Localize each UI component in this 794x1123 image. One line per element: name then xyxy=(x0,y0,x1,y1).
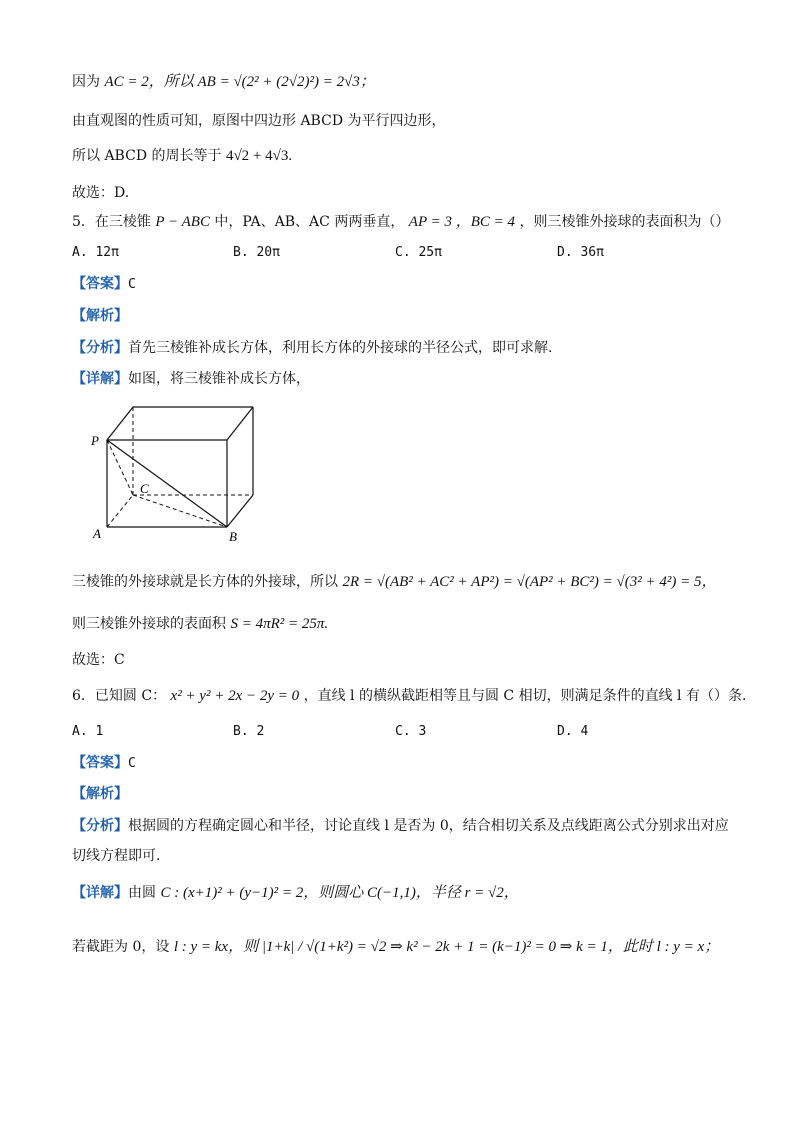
option-b: B. 2 xyxy=(233,724,265,739)
question-6: 6．已知圆 C： x² + y² + 2x − 2y = 0 ，直线 l 的横纵截距相等且与圆 C 相切，则满足条件的直线 l 有（）条. xyxy=(72,688,747,704)
choice-line: 故选：C xyxy=(72,652,125,668)
math-expression: 4√2 + 4√3. xyxy=(225,148,293,164)
analysis-heading: 【解析】 xyxy=(72,308,128,324)
option-d: D. 4 xyxy=(557,724,589,739)
math-expression: l : y = kx，则 |1+k| / √(1+k²) = √2 ⇒ k² − 2k + 1 = (k−1)² = 0 ⇒ k = 1，此时 l : y = x； xyxy=(173,939,720,955)
analysis-line: 切线方程即可. xyxy=(72,848,161,864)
vertex-label-p: P xyxy=(91,433,99,448)
analysis-line: 【分析】根据圆的方程确定圆心和半径，讨论直线 l 是否为 0，结合相切关系及点线距离公式分别求出对应 xyxy=(72,818,729,834)
analysis-heading: 【解析】 xyxy=(72,786,128,802)
option-c: C. 3 xyxy=(395,724,427,739)
question-5: 5．在三棱锥 P − ABC 中，PA、AB、AC 两两垂直， AP = 3 ，BC = 4 ，则三棱锥外接球的表面积为（） xyxy=(72,214,730,230)
text-line: 由直观图的性质可知，原图中四边形 ABCD 为平行四边形， xyxy=(72,113,446,129)
vertex-label-a: A xyxy=(93,526,101,541)
option-a: A. 12π xyxy=(72,245,119,260)
math-expression: 2R = √(AB² + AC² + AP²) = √(AP² + BC²) = √(3² + 4²) = 5， xyxy=(342,574,717,590)
vertex-label-b: B xyxy=(229,529,237,544)
detail-line: 若截距为 0，设 l : y = kx，则 |1+k| / √(1+k²) = √2 ⇒ k² − 2k + 1 = (k−1)² = 0 ⇒ k = 1，此时 l : y = x； xyxy=(72,939,720,955)
text-line: 故选：D. xyxy=(72,185,130,201)
option-b: B. 20π xyxy=(233,245,280,260)
text-line: 所以 ABCD 的周长等于 4√2 + 4√3. xyxy=(72,148,293,164)
detail-line: 【详解】如图，将三棱锥补成长方体， xyxy=(72,371,310,387)
solution-line: 则三棱锥外接球的表面积 S = 4πR² = 25π. xyxy=(72,616,329,632)
option-d: D. 36π xyxy=(557,245,604,260)
option-a: A. 1 xyxy=(72,724,104,739)
answer-line: 【答案】C xyxy=(72,755,136,771)
option-c: C. 25π xyxy=(395,245,442,260)
answer-line: 【答案】C xyxy=(72,276,136,292)
text-line: 因为 AC = 2，所以 AB = √(2² + (2√2)²) = 2√3； xyxy=(72,74,375,90)
math-expression: C : (x+1)² + (y−1)² = 2，则圆心 C(−1,1)，半径 r = √2， xyxy=(160,885,519,901)
math-expression: S = 4πR² = 25π. xyxy=(230,616,329,632)
vertex-label-c: C xyxy=(140,481,149,496)
cuboid-figure xyxy=(88,400,288,548)
math-expression: AC = 2，所以 AB = √(2² + (2√2)²) = 2√3； xyxy=(104,74,375,90)
detail-line: 【详解】由圆 C : (x+1)² + (y−1)² = 2，则圆心 C(−1,1)，半径 r = √2， xyxy=(72,885,519,901)
analysis-line: 【分析】首先三棱锥补成长方体，利用长方体的外接球的半径公式，即可求解. xyxy=(72,340,553,356)
solution-line: 三棱锥的外接球就是长方体的外接球，所以 2R = √(AB² + AC² + AP²) = √(AP² + BC²) = √(3² + 4²) = 5， xyxy=(72,574,717,590)
